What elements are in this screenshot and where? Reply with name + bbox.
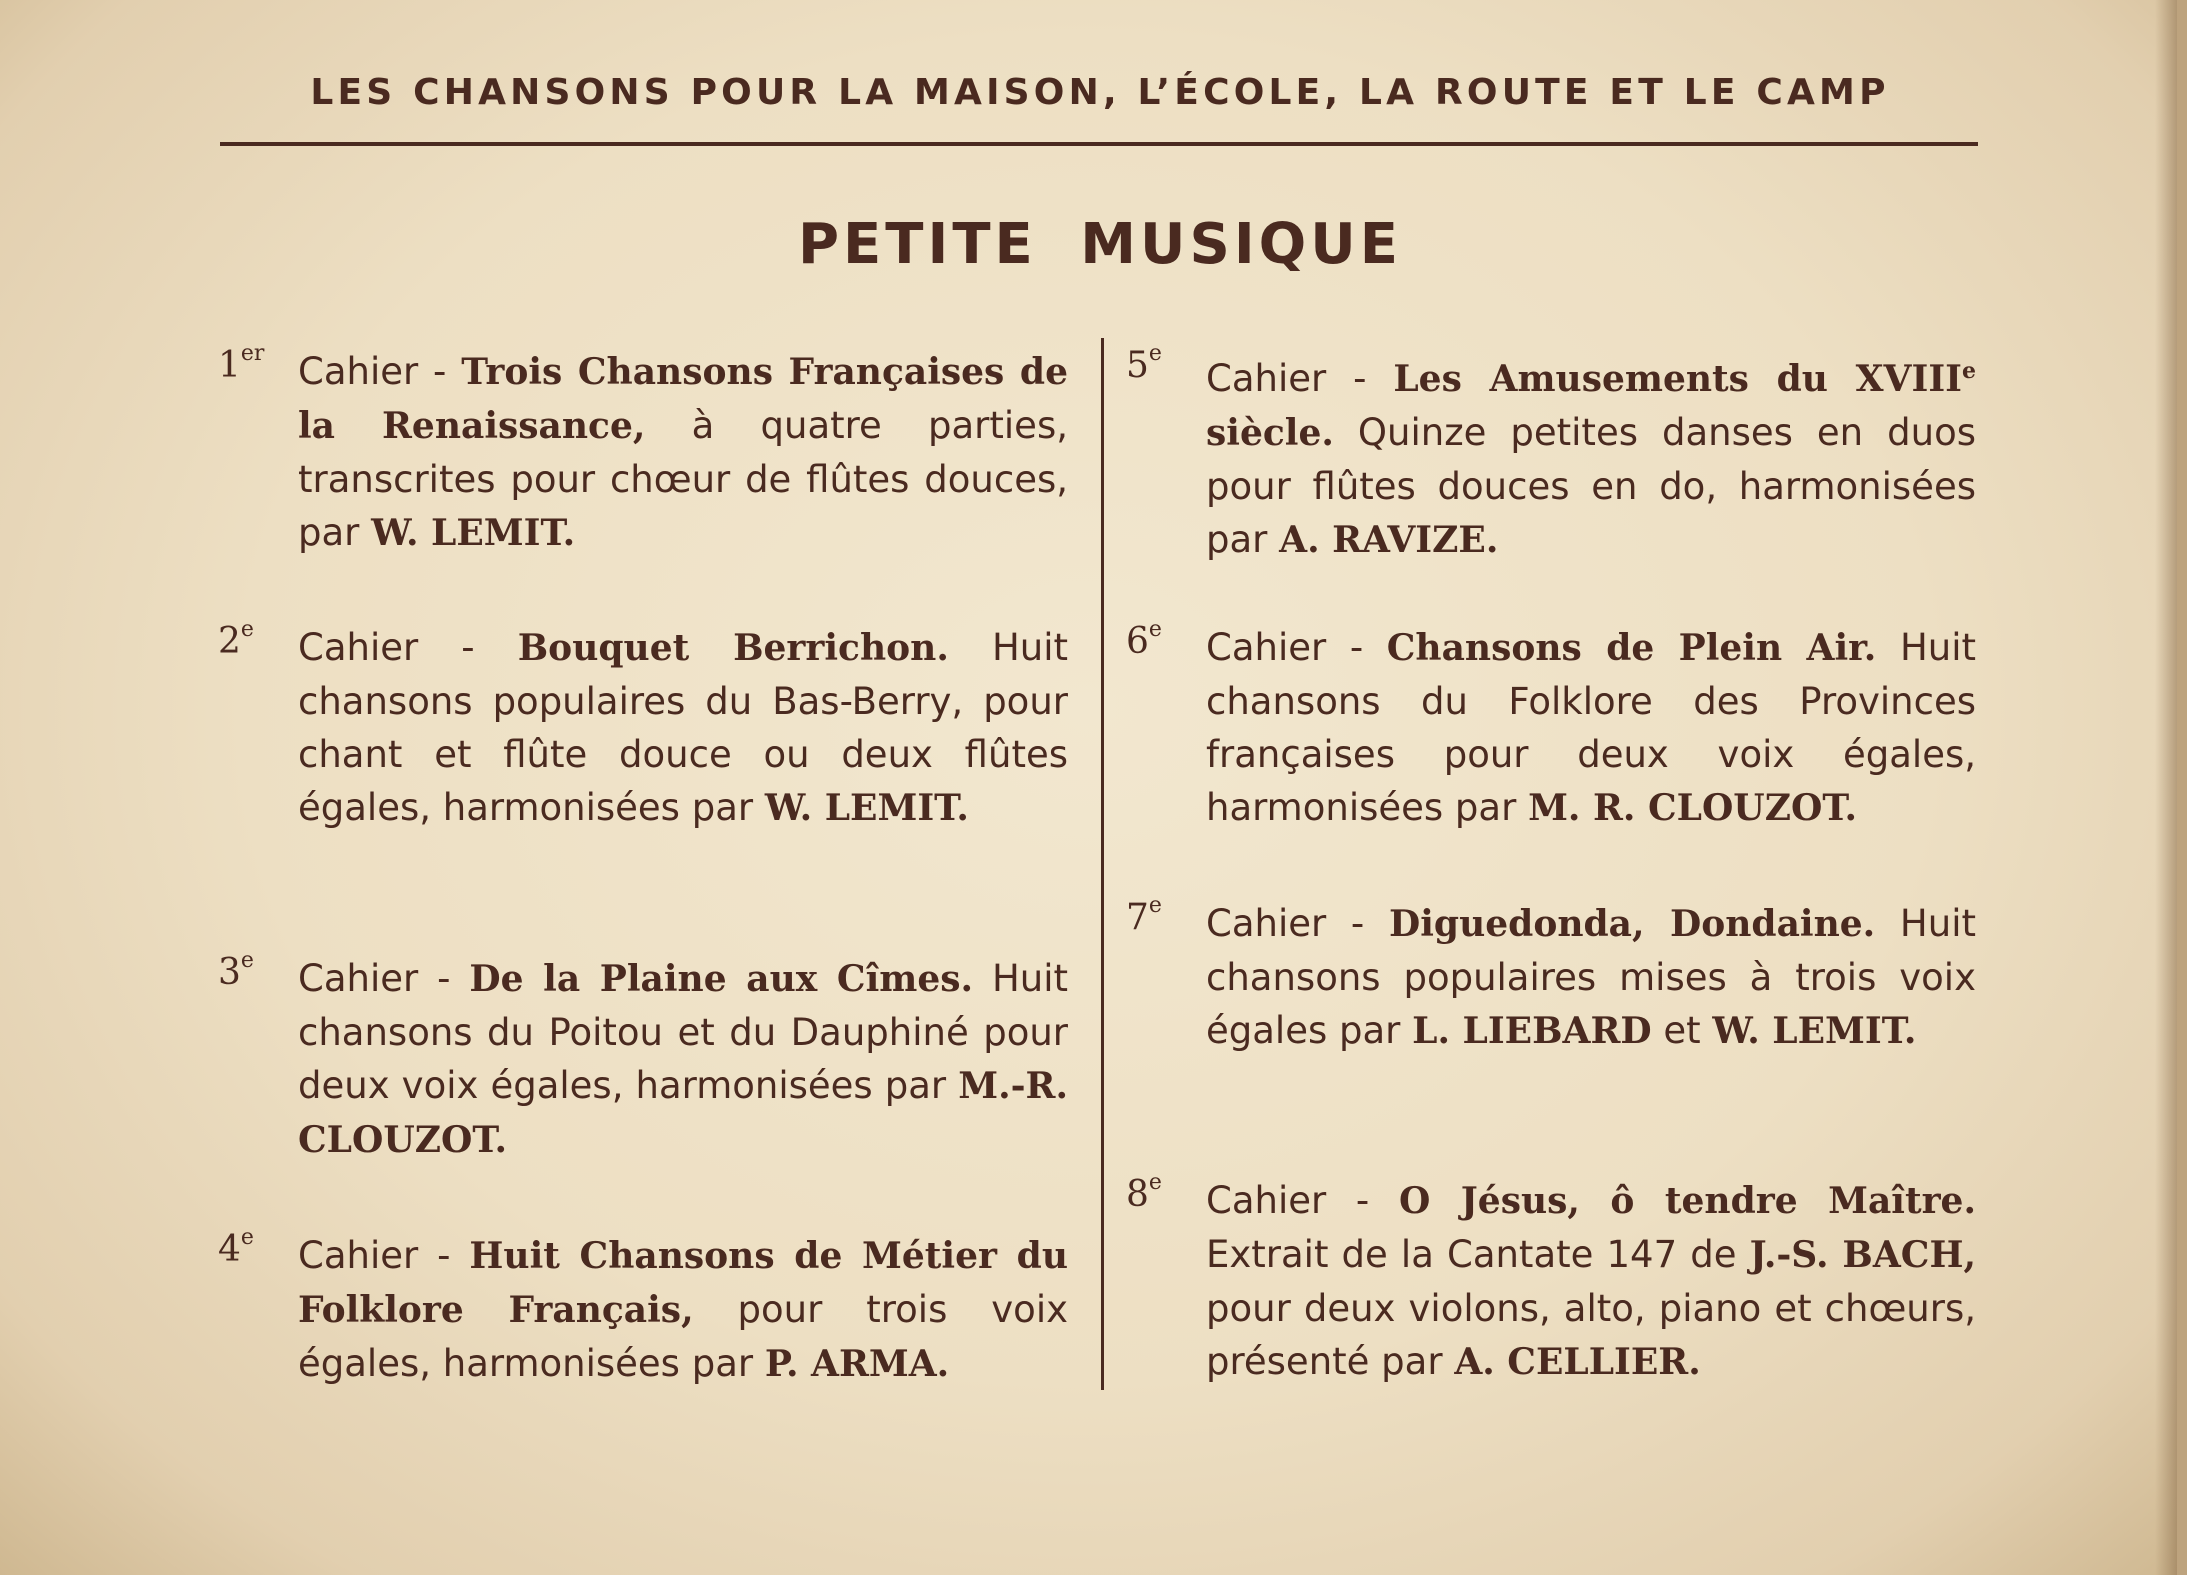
entry-author: M. R. CLOUZOT. [1528, 787, 1858, 829]
entry-text [298, 621, 1068, 835]
entry-author: J.-S. BACH, [1749, 1234, 1976, 1276]
entry-description: Quinze petites danses en duos pour flûtes douces en do, harmonisées par [1206, 411, 1976, 561]
entry-title: O Jésus, ô tendre Maître. [1398, 1180, 1976, 1222]
catalog-entry-1 [218, 341, 1068, 605]
entry-title: Huit Chansons de Métier du Folklore Français, [298, 1235, 1068, 1331]
entry-cahier: Cahier - [298, 626, 518, 669]
entry-text [1206, 345, 1976, 567]
entry-cahier: Cahier - [298, 1234, 470, 1277]
entry-description: Huit chansons du Folklore des Provinces françaises pour deux voix égales, harmonisées par [1206, 626, 1977, 829]
entry-author: L. LIEBARD [1412, 1010, 1652, 1052]
entry-text [1206, 1174, 1976, 1389]
entry-number: 4e [218, 1225, 254, 1270]
entry-cahier: Cahier - [298, 957, 470, 1000]
entry-cahier: Cahier - [1206, 357, 1394, 400]
column-divider [1101, 338, 1104, 1390]
entry-title: De la Plaine aux Cîmes. [469, 958, 974, 1000]
entry-text [1206, 621, 1976, 835]
entry-title: Diguedonda, Dondaine. [1389, 903, 1876, 945]
entry-description-cont: et [1651, 1009, 1713, 1052]
entry-description-cont: pour deux violons, alto, piano et chœurs, présenté par [1206, 1287, 1976, 1383]
catalog-entry-4 [218, 1225, 1068, 1489]
catalog-entry-5 [1126, 341, 1977, 605]
entry-author-2: A. CELLIER. [1454, 1341, 1701, 1383]
header-rule [220, 142, 1978, 146]
entry-author: P. ARMA. [764, 1343, 950, 1385]
entry-number: 6e [1126, 617, 1162, 662]
entry-title: Chansons de Plein Air. [1386, 627, 1877, 669]
catalog-entry-7 [1126, 893, 1976, 1157]
entry-number: 1er [218, 341, 265, 386]
catalog-entry-8 [1126, 1170, 1976, 1434]
entry-number: 2e [218, 617, 254, 662]
entry-author: W. LEMIT. [764, 787, 969, 829]
entry-author: A. RAVIZE. [1279, 519, 1499, 561]
entry-author-2: W. LEMIT. [1712, 1010, 1917, 1052]
entry-cahier: Cahier - [1206, 1179, 1399, 1222]
entry-number: 5e [1126, 341, 1162, 386]
entry-description: Huit chansons populaires du Bas-Berry, pour chant et flûte douce ou deux flûtes égales, harmonisées par [298, 626, 1069, 829]
catalog-entry-6 [1126, 617, 1977, 881]
entry-text [298, 1229, 1068, 1391]
catalog-entry-3 [218, 948, 1069, 1212]
entry-cahier: Cahier - [298, 350, 462, 393]
entry-cahier: Cahier - [1206, 902, 1389, 945]
entry-description: à quatre parties, transcrites pour chœur de flûtes douces, par [298, 404, 1068, 554]
entry-title: Les Amusements du XVIIIe siècle. [1206, 358, 1977, 454]
entry-author: M.-R. CLOUZOT. [298, 1065, 1068, 1161]
catalog-entry-2 [218, 617, 1069, 881]
entry-number: 7e [1126, 893, 1162, 938]
entry-title: Trois Chansons Françaises de la Renaissance, [298, 351, 1068, 447]
series-header: LES CHANSONS POUR LA MAISON, L’ÉCOLE, LA ROUTE ET LE CAMP [310, 72, 1890, 113]
entry-text [298, 345, 1068, 560]
entry-number: 8e [1126, 1170, 1162, 1215]
entry-text [1206, 897, 1976, 1058]
entry-number: 3e [218, 948, 254, 993]
entry-description: Huit chansons du Poitou et du Dauphiné pour deux voix égales, harmonisées par [298, 957, 1069, 1107]
entry-description: Extrait de la Cantate 147 de [1206, 1233, 1750, 1276]
entry-cahier: Cahier - [1206, 626, 1387, 669]
entry-author: W. LEMIT. [371, 512, 576, 554]
entry-text [298, 952, 1068, 1167]
entry-description: Huit chansons populaires mises à trois voix égales par [1206, 902, 1976, 1052]
entry-title: Bouquet Berrichon. [517, 627, 949, 669]
entry-description: pour trois voix égales, harmonisées par [298, 1288, 1068, 1385]
page-title: PETITE MUSIQUE [798, 212, 1402, 277]
page-edge-shadow [2155, 0, 2177, 1575]
